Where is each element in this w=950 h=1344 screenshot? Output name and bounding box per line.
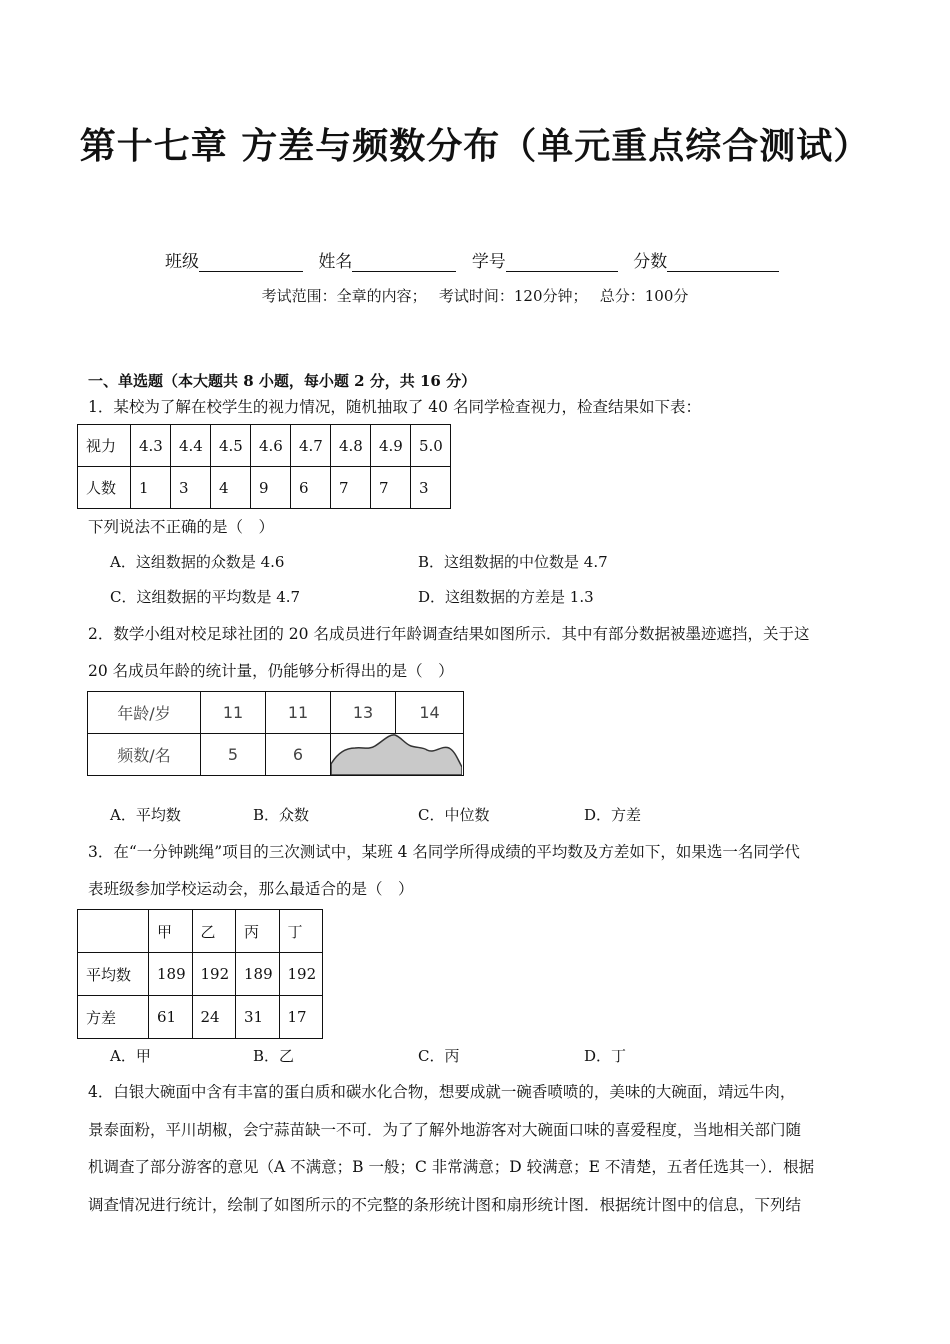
table-row	[78, 953, 323, 996]
table-cell: 13	[331, 692, 396, 734]
name-blank	[352, 255, 456, 272]
table-cell: 平均数	[78, 953, 149, 996]
section-heading: 一、单选题（本大题共 8 小题，每小题 2 分，共 16 分）	[88, 372, 477, 390]
table-row	[78, 910, 323, 953]
table-cell: 4.9	[371, 425, 411, 467]
table-cell: 189	[236, 953, 280, 996]
class-blank	[199, 255, 303, 272]
student-info-line	[165, 247, 779, 272]
table-cell: 192	[279, 953, 323, 996]
table-cell: 24	[192, 996, 236, 1039]
table-cell: 乙	[192, 910, 236, 953]
ink-blot-cell	[331, 734, 464, 776]
table-cell: 丁	[279, 910, 323, 953]
table-cell: 年龄/岁	[88, 692, 201, 734]
table-cell: 1	[131, 467, 171, 509]
table-cell: 频数/名	[88, 734, 201, 776]
option-b: B．这组数据的中位数是 4.7	[418, 553, 608, 571]
table-cell: 3	[171, 467, 211, 509]
score-label: 分数	[633, 252, 668, 272]
vision-table	[77, 424, 451, 509]
table-cell: 4.3	[131, 425, 171, 467]
table-cell: 11	[201, 692, 266, 734]
option-d: D．丁	[584, 1047, 627, 1065]
table-cell: 方差	[78, 996, 149, 1039]
table-cell: 视力	[78, 425, 131, 467]
table-row	[78, 425, 451, 467]
question-2-line-2: 20 名成员年龄的统计量，仍能够分析得出的是（ ）	[88, 662, 454, 680]
table-cell: 5	[201, 734, 266, 776]
question-1-stem: 1．某校为了解在校学生的视力情况，随机抽取了 40 名同学检查视力，检查结果如下表：	[88, 398, 701, 416]
option-c: C．中位数	[418, 806, 490, 824]
score-blank	[667, 255, 779, 272]
table-cell: 7	[331, 467, 371, 509]
table-cell: 4.4	[171, 425, 211, 467]
table-row	[88, 692, 464, 734]
exam-info: 考试范围：全章的内容； 考试时间：120分钟； 总分：100分	[261, 287, 689, 305]
table-row	[88, 734, 464, 776]
table-cell: 4.7	[291, 425, 331, 467]
question-4-line-3: 机调查了部分游客的意见（A 不满意；B 一般；C 非常满意；D 较满意；E 不清楚，五者任选其一）．根据	[88, 1158, 815, 1176]
name-label: 姓名	[318, 252, 353, 272]
question-4-line-2: 景泰面粉，平川胡椒，会宁蒜苗缺一不可．为了了解外地游客对大碗面口味的喜爱程度，当地相关部门随	[88, 1121, 802, 1139]
table-cell: 3	[411, 467, 451, 509]
option-a: A．甲	[110, 1047, 151, 1065]
table-cell: 4	[211, 467, 251, 509]
table-cell: 甲	[149, 910, 193, 953]
option-d: D．方差	[584, 806, 642, 824]
table-cell	[78, 910, 149, 953]
question-2-line-1: 2．数学小组对校足球社团的 20 名成员进行年龄调查结果如图所示．其中有部分数据被墨迹遮挡，关于这	[88, 625, 810, 643]
id-blank	[506, 255, 618, 272]
table-cell: 9	[251, 467, 291, 509]
table-row	[78, 996, 323, 1039]
option-b: B．众数	[253, 806, 310, 824]
question-3-line-1: 3．在“一分钟跳绳”项目的三次测试中，某班 4 名同学所得成绩的平均数及方差如下，如果选一名同学代	[88, 843, 800, 861]
age-table	[87, 691, 464, 776]
table-cell: 61	[149, 996, 193, 1039]
score-table	[77, 909, 323, 1039]
ink-blot	[331, 734, 462, 775]
id-label: 学号	[471, 252, 506, 272]
option-c: C．丙	[418, 1047, 460, 1065]
option-d: D．这组数据的方差是 1.3	[418, 588, 594, 606]
class-label: 班级	[165, 252, 199, 272]
table-cell: 4.6	[251, 425, 291, 467]
table-cell: 丙	[236, 910, 280, 953]
table-cell: 6	[266, 734, 331, 776]
option-a: A．平均数	[110, 806, 181, 824]
page-title: 第十七章 方差与频数分布（单元重点综合测试）	[79, 126, 871, 167]
table-cell: 192	[192, 953, 236, 996]
table-cell: 4.5	[211, 425, 251, 467]
table-cell: 189	[149, 953, 193, 996]
option-b: B．乙	[253, 1047, 295, 1065]
table-cell: 17	[279, 996, 323, 1039]
question-4-line-4: 调查情况进行统计，绘制了如图所示的不完整的条形统计图和扇形统计图．根据统计图中的信息，下列结	[88, 1196, 802, 1214]
table-cell: 人数	[78, 467, 131, 509]
option-a: A．这组数据的众数是 4.6	[110, 553, 285, 571]
table-cell: 6	[291, 467, 331, 509]
question-4-line-1: 4．白银大碗面中含有丰富的蛋白质和碳水化合物，想要成就一碗香喷喷的，美味的大碗面，靖远牛肉，	[88, 1083, 796, 1101]
question-1-prompt: 下列说法不正确的是（ ）	[88, 518, 275, 536]
table-cell: 4.8	[331, 425, 371, 467]
table-cell: 7	[371, 467, 411, 509]
question-3-line-2: 表班级参加学校运动会，那么最适合的是（ ）	[88, 880, 414, 898]
table-row	[78, 467, 451, 509]
table-cell: 31	[236, 996, 280, 1039]
table-cell: 14	[396, 692, 464, 734]
table-cell: 5.0	[411, 425, 451, 467]
option-c: C．这组数据的平均数是 4.7	[110, 588, 301, 606]
table-cell: 11	[266, 692, 331, 734]
